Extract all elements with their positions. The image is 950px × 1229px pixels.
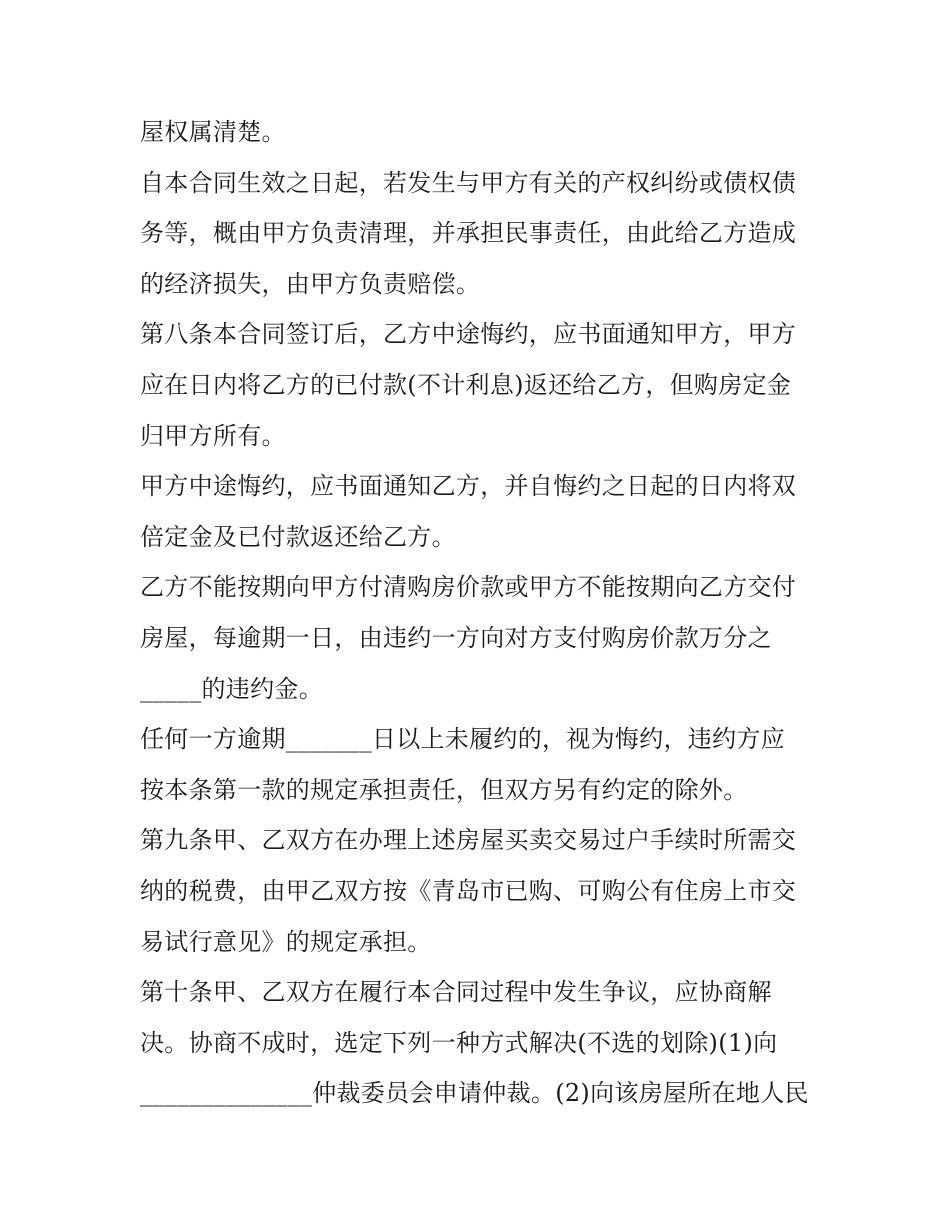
text-line: 甲方中途悔约，应书面通知乙方，并自悔约之日起的日内将双	[140, 472, 797, 501]
text-line: 按本条第一款的规定承担责任，但双方另有约定的除外。	[140, 775, 748, 804]
document-body	[140, 107, 820, 1119]
text-line: 决。协商不成时，选定下列一种方式解决(不选的划除)(1)向	[140, 1028, 778, 1057]
text-line: 房屋，每逾期一日，由违约一方向对方支付购房价款万分之	[140, 623, 772, 652]
text-line: 自本合同生效之日起，若发生与甲方有关的产权纠纷或债权债	[140, 168, 797, 197]
text-line: 屋权属清楚。	[140, 118, 286, 146]
text-line: _____的违约金。	[140, 674, 323, 703]
text-line: 第十条甲、乙双方在履行本合同过程中发生争议，应协商解	[140, 978, 772, 1007]
text-line: 任何一方逾期_______日以上未履约的，视为悔约，违约方应	[140, 725, 785, 754]
text-line: 的经济损失，由甲方负责赔偿。	[140, 269, 481, 298]
text-line: 第九条甲、乙双方在办理上述房屋买卖交易过户手续时所需交	[140, 826, 797, 855]
text-line: 应在日内将乙方的已付款(不计利息)返还给乙方，但购房定金	[140, 370, 792, 399]
text-line: 务等，概由甲方负责清理，并承担民事责任，由此给乙方造成	[140, 219, 797, 248]
text-line: 第八条本合同签订后，乙方中途悔约，应书面通知甲方，甲方	[140, 320, 797, 349]
text-line: ______________仲裁委员会申请仲裁。(2)向该房屋所在地人民	[140, 1079, 809, 1108]
text-line: 倍定金及已付款返还给乙方。	[140, 522, 456, 551]
text-line: 乙方不能按期向甲方付清购房价款或甲方不能按期向乙方交付	[140, 573, 797, 602]
text-line: 纳的税费，由甲乙双方按《青岛市已购、可购公有住房上市交	[140, 876, 797, 905]
text-line: 易试行意见》的规定承担。	[140, 927, 432, 956]
text-line: 归甲方所有。	[140, 421, 286, 450]
